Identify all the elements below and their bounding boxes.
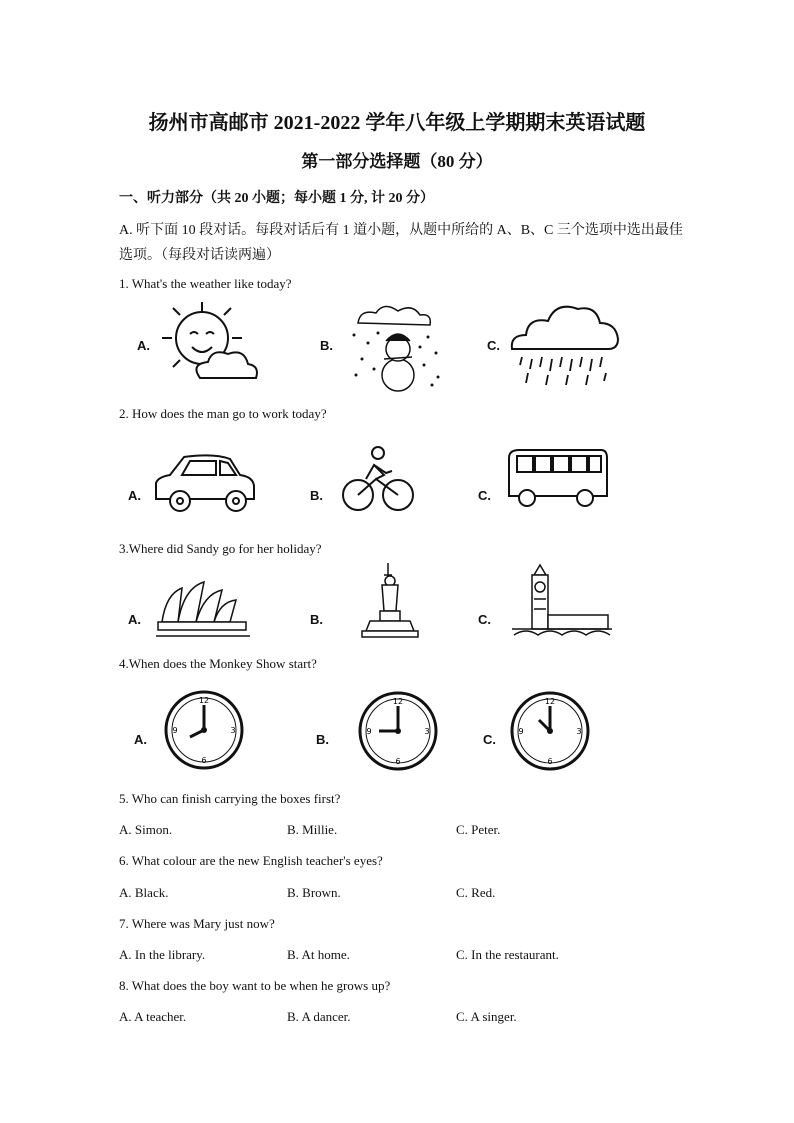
svg-text:3: 3 — [424, 727, 430, 736]
q5-option-c: C. Peter. — [456, 822, 501, 837]
sunny-icon — [160, 300, 260, 390]
q7-option-b: B. At home. — [287, 947, 350, 962]
svg-text:6: 6 — [201, 756, 207, 765]
svg-text:12: 12 — [392, 697, 404, 706]
clock-icon — [163, 689, 245, 771]
q5-option-a: A. Simon. — [119, 822, 173, 837]
car-icon — [150, 453, 262, 515]
clock-icon — [357, 690, 439, 772]
sydney-opera-house-icon — [156, 578, 252, 640]
question-2: 2. How does the man go to work today? — [119, 406, 327, 421]
svg-text:12: 12 — [198, 696, 210, 705]
question-6: 6. What colour are the new English teacher's eyes? — [119, 853, 383, 868]
question-5: 5. Who can finish carrying the boxes first? — [119, 791, 341, 806]
page-subtitle: 第一部分选择题（80 分） — [301, 152, 493, 171]
q3-option-a-label: A. — [128, 612, 141, 627]
q7-option-a: A. In the library. — [119, 947, 206, 962]
q8-option-a: A. A teacher. — [119, 1009, 187, 1024]
q1-option-a-label: A. — [137, 338, 150, 353]
q3-option-b-label: B. — [310, 612, 323, 627]
section-instructions: A. 听下面 10 段对话。每段对话后有 1 道小题，从题中所给的 A、B、C 三个选项中选出最佳选项。（每段对话读两遍） — [119, 223, 683, 263]
q3-option-c-label: C. — [478, 612, 491, 627]
question-1: 1. What's the weather like today? — [119, 276, 292, 291]
svg-text:3: 3 — [576, 727, 582, 736]
section-heading: 一、听力部分（共 20 小题；每小题 1 分, 计 20 分） — [119, 191, 434, 206]
q2-option-c-label: C. — [478, 488, 491, 503]
svg-text:9: 9 — [518, 727, 524, 736]
q7-option-c: C. In the restaurant. — [456, 947, 559, 962]
q2-option-a-label: A. — [128, 488, 141, 503]
snowman-icon — [348, 303, 444, 389]
q8-option-b: B. A dancer. — [287, 1009, 351, 1024]
q2-option-b-label: B. — [310, 488, 323, 503]
svg-text:9: 9 — [366, 727, 372, 736]
bus-icon — [505, 446, 611, 512]
question-8: 8. What does the boy want to be when he grows up? — [119, 978, 391, 993]
svg-text:6: 6 — [547, 757, 553, 766]
question-4: 4.When does the Monkey Show start? — [119, 656, 317, 671]
rain-cloud-icon — [508, 301, 624, 387]
q1-option-b-label: B. — [320, 338, 333, 353]
q8-option-c: C. A singer. — [456, 1009, 517, 1024]
svg-text:9: 9 — [172, 726, 178, 735]
svg-text:6: 6 — [395, 757, 401, 766]
question-7: 7. Where was Mary just now? — [119, 916, 275, 931]
page-title: 扬州市高邮市 2021-2022 学年八年级上学期期末英语试题 — [148, 112, 646, 134]
clock-icon — [509, 690, 591, 772]
q6-option-c: C. Red. — [456, 885, 496, 900]
q4-option-c-label: C. — [483, 732, 496, 747]
q4-option-b-label: B. — [316, 732, 329, 747]
statue-of-liberty-icon — [358, 563, 426, 641]
q6-option-a: A. Black. — [119, 885, 169, 900]
q1-option-c-label: C. — [487, 338, 500, 353]
q5-option-b: B. Millie. — [287, 822, 338, 837]
q4-option-a-label: A. — [134, 732, 147, 747]
svg-text:12: 12 — [544, 697, 556, 706]
question-3: 3.Where did Sandy go for her holiday? — [119, 541, 322, 556]
bicycle-icon — [340, 445, 416, 515]
svg-text:3: 3 — [230, 726, 236, 735]
big-ben-icon — [510, 563, 614, 641]
q6-option-b: B. Brown. — [287, 885, 341, 900]
